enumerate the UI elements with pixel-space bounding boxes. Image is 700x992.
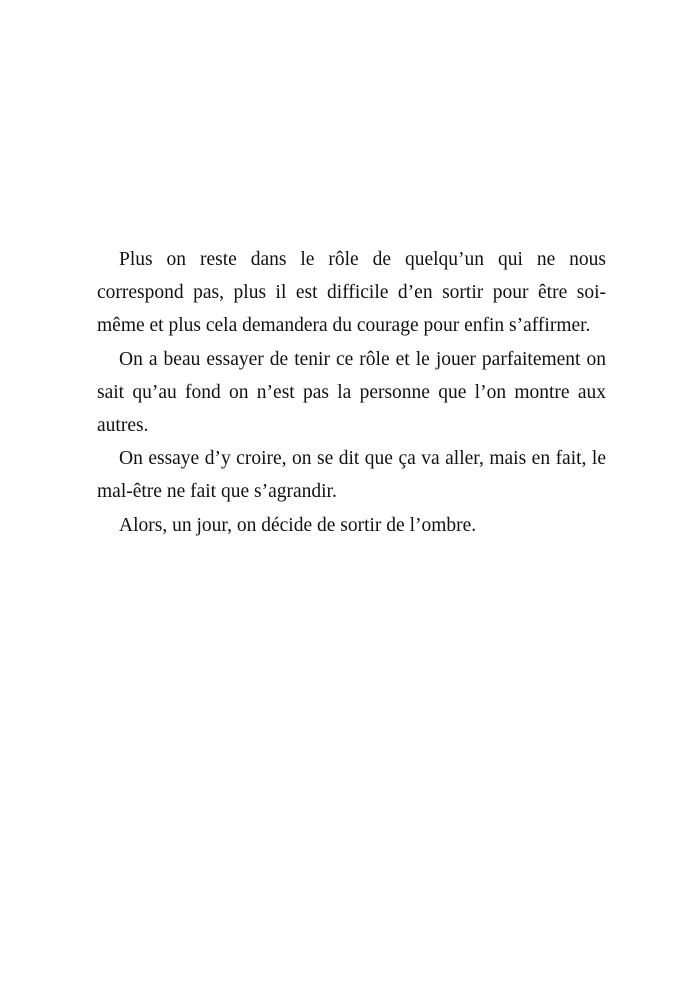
- paragraph-4: Alors, un jour, on décide de sortir de l’ombre.: [119, 514, 477, 536]
- paragraph-3: On essaye d’y croire, on se dit que ça va aller, mais en fait, le mal-être ne fait que s’agrandir.: [97, 448, 606, 503]
- body-text: [97, 243, 606, 542]
- paragraph-1: Plus on reste dans le rôle de quelqu’un qui ne nous correspond pas, plus il est difficile d’en sortir pour être soi-même et plus cela demandera du courage pour enfin s’affirmer.: [97, 249, 606, 337]
- paragraph-2: On a beau essayer de tenir ce rôle et le jouer parfaitement on sait qu’au fond on n’est pas la personne que l’on montre aux autres.: [97, 348, 606, 437]
